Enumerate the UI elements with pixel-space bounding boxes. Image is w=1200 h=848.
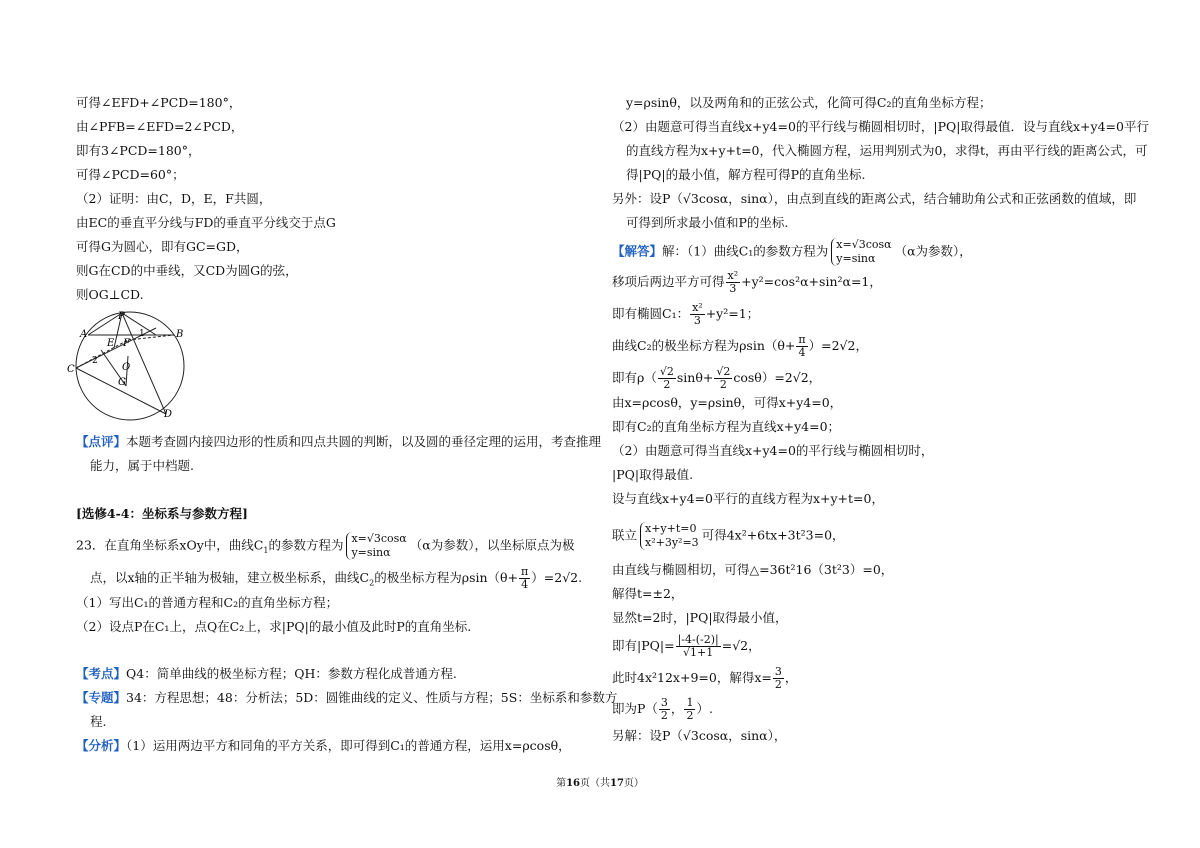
- answer-line: 另解：设P（√3cosα，sinα），: [612, 728, 787, 743]
- answer-line-2: 移项后两边平方可得 $\frac{\text{x²}}{3}$ +y²=cos²α+sin²α=1，: [612, 269, 882, 295]
- answer-line-distance: 即有|PQ|= $\frac{|-4-(-2)|}{√1+1}$ =√2，: [612, 633, 761, 659]
- answer-line-3: 即有椭圆C₁： $\frac{\text{x²}}{3}$ +y²=1；: [612, 301, 760, 327]
- answer-line: 显然t=￼2时，|PQ|取得最小值，: [612, 610, 788, 625]
- answer-line: 即有C₂的直角坐标方程为直线x+y￼4=0；: [612, 419, 841, 434]
- proof-line: 由∠PFB=∠EFD=2∠PCD，: [76, 119, 244, 134]
- proof-line: 由EC的垂直平分线与FD的垂直平分线交于点G: [76, 215, 336, 230]
- answer-line-1: 【解答】解：（1）曲线C₁的参数方程为 x=√3cosα y=sinα （α为参数），: [612, 238, 972, 265]
- section-title: [选修4-4：坐标系与参数方程]: [76, 506, 248, 521]
- question-23-line-1: 23．在直角坐标系xOy中，曲线$C_1$的参数方程为 x=√3cosα y=sinα （α为参数），以坐标原点为极: [76, 532, 575, 559]
- comment-tag: 【点评】: [76, 434, 127, 449]
- analysis-line: y=ρsinθ，以及两角和的正弦公式，化简可得C₂的直角坐标方程；: [626, 95, 992, 110]
- label-g: G: [118, 377, 126, 388]
- answer-line: （2）由题意可得当直线x+y￼4=0的平行线与椭圆相切时，: [612, 443, 934, 458]
- zhuanti-line-1: 【专题】34：方程思想；48：分析法；5D：圆锥曲线的定义、性质与方程；5S：坐标系和参数方: [76, 690, 618, 705]
- proof-line: 可得∠EFD+∠PCD=180°，: [76, 95, 242, 110]
- answer-line: 设与直线x+y￼4=0平行的直线方程为x+y+t=0，: [612, 491, 884, 506]
- proof-line: （2）证明：由C，D，E，F共圆，: [76, 191, 272, 206]
- answer-line-4: 曲线C₂的极坐标方程为ρsin（θ+ $\frac{\pi}{4}$ ）=2√2，: [612, 333, 868, 359]
- proof-line: 则G在CD的中垂线，又CD为圆G的弦，: [76, 263, 298, 278]
- comment-line-1: 【点评】本题考查圆内接四边形的性质和四点共圆的判断，以及圆的垂径定理的运用，考查推理: [76, 434, 602, 449]
- question-part-2: （2）设点P在C₁上，点Q在C₂上，求|PQ|的最小值及此时P的直角坐标.: [76, 619, 472, 634]
- label-p: P: [118, 311, 125, 322]
- analysis-line: 的直线方程为x+y+t=0，代入椭圆方程，运用判别式为0，求得t，再由平行线的距离公式，可: [626, 143, 1148, 158]
- label-a: A: [80, 329, 88, 340]
- analysis-line: （2）由题意可得当直线x+y￼4=0的平行线与椭圆相切时，|PQ|取得最值．设与直线x+y￼4=0平行: [612, 119, 1149, 134]
- answer-line-5: 即有ρ（ $\frac{√2}{2}$ sinθ+ $\frac{√2}{2}$ cosθ）=2√2，: [612, 365, 822, 391]
- label-angle-1: 1: [139, 329, 145, 339]
- proof-line: 可得∠PCD=60°；: [76, 167, 185, 182]
- comment-line-2: 能力，属于中档题.: [90, 458, 194, 473]
- answer-line: 由x=ρcosθ，y=ρsinθ，可得x+y￼4=0，: [612, 395, 843, 410]
- proof-line: 则OG⊥CD.: [76, 287, 144, 302]
- label-e: E: [107, 338, 115, 349]
- label-f: F: [123, 338, 130, 349]
- analysis-line: 另外：设P（√3cosα，sinα），由点到直线的距离公式，结合辅助角公式和正弦函数的值域，即: [612, 191, 1137, 206]
- answer-line-x: 此时4x²￼12x+9=0，解得x= $\frac{3}{2}$ ，: [612, 665, 798, 691]
- answer-line: 由直线与椭圆相切，可得△=36t²￼16（3t²￼3）=0，: [612, 562, 894, 577]
- proof-line: 即有3∠PCD=180°，: [76, 143, 201, 158]
- answer-line: 解得t=±2，: [612, 586, 684, 601]
- answer-line-point: 即为P（ $\frac{3}{2}$ ， $\frac{1}{2}$ ）.: [612, 696, 713, 722]
- circle-geometry-figure: [66, 308, 196, 423]
- fenxi-line: 【分析】（1）运用两边平方和同角的平方关系，即可得到C₁的普通方程，运用x=ρcosθ，: [76, 738, 571, 753]
- label-d: D: [164, 409, 173, 420]
- question-part-1: （1）写出C₁的普通方程和C₂的直角坐标方程；: [76, 595, 339, 610]
- answer-line: |PQ|取得最值.: [612, 467, 694, 482]
- proof-line: 可得G为圆心，即有GC=GD，: [76, 239, 249, 254]
- zhuanti-line-2: 程.: [90, 714, 107, 729]
- label-angle-2: 2: [92, 356, 98, 366]
- answer-line-system: 联立 x+y+t=0 x²+3y²=3 可得4x²+6tx+3t²￼3=0，: [612, 522, 845, 549]
- label-o: O: [122, 362, 131, 373]
- question-23-line-2: 点，以x轴的正半轴为极轴，建立极坐标系，曲线$C_2$的极坐标方程为ρsin（θ+ $\frac{\pi}{4}$ ）=2√2.: [90, 565, 583, 591]
- parametric-system: x=√3cosα y=sinα: [346, 532, 406, 560]
- kaodian-line: 【考点】Q4：简单曲线的极坐标方程；QH：参数方程化成普通方程.: [76, 666, 457, 681]
- analysis-line: 得|PQ|的最小值，解方程可得P的直角坐标.: [626, 167, 866, 182]
- label-b: B: [176, 329, 184, 340]
- label-c: C: [67, 364, 75, 375]
- page-footer: 第16页（共17页）: [556, 778, 644, 789]
- analysis-line: 可得到所求最小值和P的坐标.: [626, 215, 789, 230]
